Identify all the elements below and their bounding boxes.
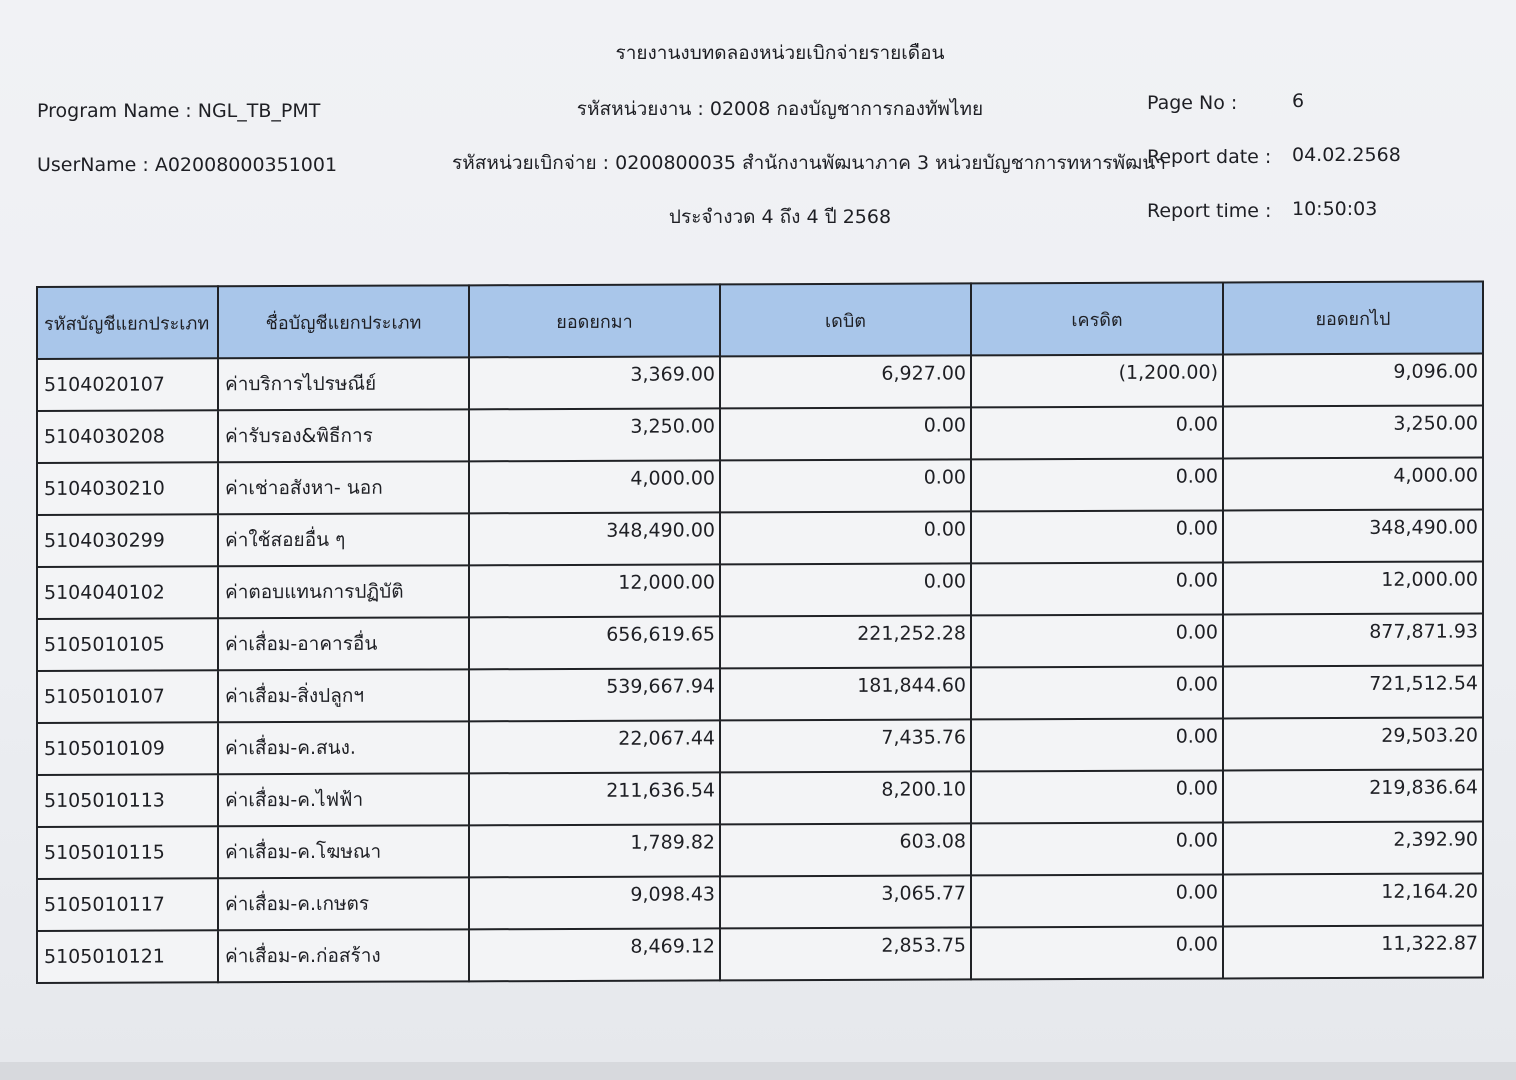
credit-cell: 0.00 [971,874,1223,927]
debit-cell: 221,252.28 [720,615,971,668]
closing-balance-cell: 12,000.00 [1223,561,1483,614]
page-no-label: Page No : [1147,92,1238,114]
debit-cell: 181,844.60 [720,667,971,720]
opening-balance-cell: 348,490.00 [469,512,720,565]
table-row [37,769,1483,827]
table-row [37,665,1483,723]
debit-cell: 2,853.75 [720,927,971,980]
opening-balance-cell: 22,067.44 [469,720,720,773]
opening-balance-cell: 12,000.00 [469,564,720,617]
credit-cell: 0.00 [971,614,1223,667]
header-closing-balance: ยอดยกไป [1223,281,1483,354]
closing-balance-cell: 2,392.90 [1223,821,1483,874]
debit-cell: 603.08 [720,823,971,876]
credit-cell: 0.00 [971,718,1223,771]
opening-balance-cell: 539,667.94 [469,668,720,721]
page-bottom-edge [0,1062,1516,1080]
account-code-cell: 5105010105 [37,618,218,671]
table-row [37,925,1483,983]
table-row [37,561,1483,619]
table-header-row [37,281,1483,359]
header-account-code: รหัสบัญชีแยกประเภท [37,286,218,359]
credit-cell: 0.00 [971,926,1223,979]
table-row [37,509,1483,567]
account-name-cell: ค่าตอบแทนการปฏิบัติ [218,565,469,618]
disbursing-unit: รหัสหน่วยเบิกจ่าย : 0200800035 สำนักงานพัฒนาภาค 3 หน่วยบัญชาการทหารพัฒนา [452,152,1166,174]
report-time-label: Report time : [1147,200,1272,222]
debit-cell: 0.00 [720,459,971,512]
account-code-cell: 5105010109 [37,722,218,775]
trial-balance-table [36,280,1484,984]
debit-cell: 0.00 [720,407,971,460]
credit-cell: 0.00 [971,510,1223,563]
table-row [37,873,1483,931]
table-row [37,717,1483,775]
account-code-cell: 5104030210 [37,462,218,515]
account-code-cell: 5105010121 [37,930,218,983]
table-row [37,405,1483,463]
opening-balance-cell: 211,636.54 [469,772,720,825]
header-credit: เครดิต [971,282,1223,355]
trial-balance-table-wrap [36,280,1482,984]
closing-balance-cell: 4,000.00 [1223,457,1483,510]
report-title: รายงานงบทดลองหน่วยเบิกจ่ายรายเดือน [615,42,945,64]
opening-balance-cell: 656,619.65 [469,616,720,669]
credit-cell: 0.00 [971,562,1223,615]
account-code-cell: 5104030208 [37,410,218,463]
account-name-cell: ค่าเสื่อม-ค.โฆษณา [218,825,469,878]
opening-balance-cell: 1,789.82 [469,824,720,877]
credit-cell: 0.00 [971,666,1223,719]
account-code-cell: 5105010117 [37,878,218,931]
credit-cell: 0.00 [971,822,1223,875]
closing-balance-cell: 11,322.87 [1223,925,1483,978]
header-debit: เดบิต [720,283,971,356]
account-code-cell: 5105010115 [37,826,218,879]
closing-balance-cell: 29,503.20 [1223,717,1483,770]
closing-balance-cell: 877,871.93 [1223,613,1483,666]
debit-cell: 7,435.76 [720,719,971,772]
username: UserName : A02008000351001 [37,154,338,176]
header-account-name: ชื่อบัญชีแยกประเภท [218,285,469,358]
closing-balance-cell: 12,164.20 [1223,873,1483,926]
credit-cell: (1,200.00) [971,354,1223,407]
account-name-cell: ค่าเช่าอสังหา- นอก [218,461,469,514]
account-name-cell: ค่าเสื่อม-ค.ก่อสร้าง [218,929,469,982]
table-row [37,821,1483,879]
closing-balance-cell: 219,836.64 [1223,769,1483,822]
credit-cell: 0.00 [971,406,1223,459]
header-opening-balance: ยอดยกมา [469,284,720,357]
account-name-cell: ค่าเสื่อม-ค.สนง. [218,721,469,774]
account-code-cell: 5104040102 [37,566,218,619]
opening-balance-cell: 4,000.00 [469,460,720,513]
closing-balance-cell: 721,512.54 [1223,665,1483,718]
closing-balance-cell: 348,490.00 [1223,509,1483,562]
account-code-cell: 5104020107 [37,358,218,411]
credit-cell: 0.00 [971,770,1223,823]
table-row [37,457,1483,515]
debit-cell: 3,065.77 [720,875,971,928]
account-name-cell: ค่าเสื่อม-อาคารอื่น [218,617,469,670]
page-no-value: 6 [1292,90,1305,112]
account-code-cell: 5105010107 [37,670,218,723]
account-name-cell: ค่าเสื่อม-สิ่งปลูกฯ [218,669,469,722]
closing-balance-cell: 9,096.00 [1223,353,1483,406]
report-period: ประจำงวด 4 ถึง 4 ปี 2568 [668,206,892,228]
opening-balance-cell: 8,469.12 [469,928,720,981]
debit-cell: 6,927.00 [720,355,971,408]
closing-balance-cell: 3,250.00 [1223,405,1483,458]
opening-balance-cell: 3,369.00 [469,356,720,409]
debit-cell: 8,200.10 [720,771,971,824]
table-row [37,353,1483,411]
account-name-cell: ค่าเสื่อม-ค.ไฟฟ้า [218,773,469,826]
report-time-value: 10:50:03 [1292,198,1378,220]
opening-balance-cell: 3,250.00 [469,408,720,461]
account-name-cell: ค่าบริการไปรษณีย์ [218,357,469,410]
account-name-cell: ค่าเสื่อม-ค.เกษตร [218,877,469,930]
account-name-cell: ค่าใช้สอยอื่น ๆ [218,513,469,566]
credit-cell: 0.00 [971,458,1223,511]
debit-cell: 0.00 [720,563,971,616]
opening-balance-cell: 9,098.43 [469,876,720,929]
account-name-cell: ค่ารับรอง&พิธีการ [218,409,469,462]
unit-code: รหัสหน่วยงาน : 02008 กองบัญชาการกองทัพไทย [576,98,984,120]
debit-cell: 0.00 [720,511,971,564]
account-code-cell: 5104030299 [37,514,218,567]
account-code-cell: 5105010113 [37,774,218,827]
program-name: Program Name : NGL_TB_PMT [37,100,321,122]
report-date-value: 04.02.2568 [1292,144,1401,166]
report-date-label: Report date : [1147,146,1272,168]
table-row [37,613,1483,671]
